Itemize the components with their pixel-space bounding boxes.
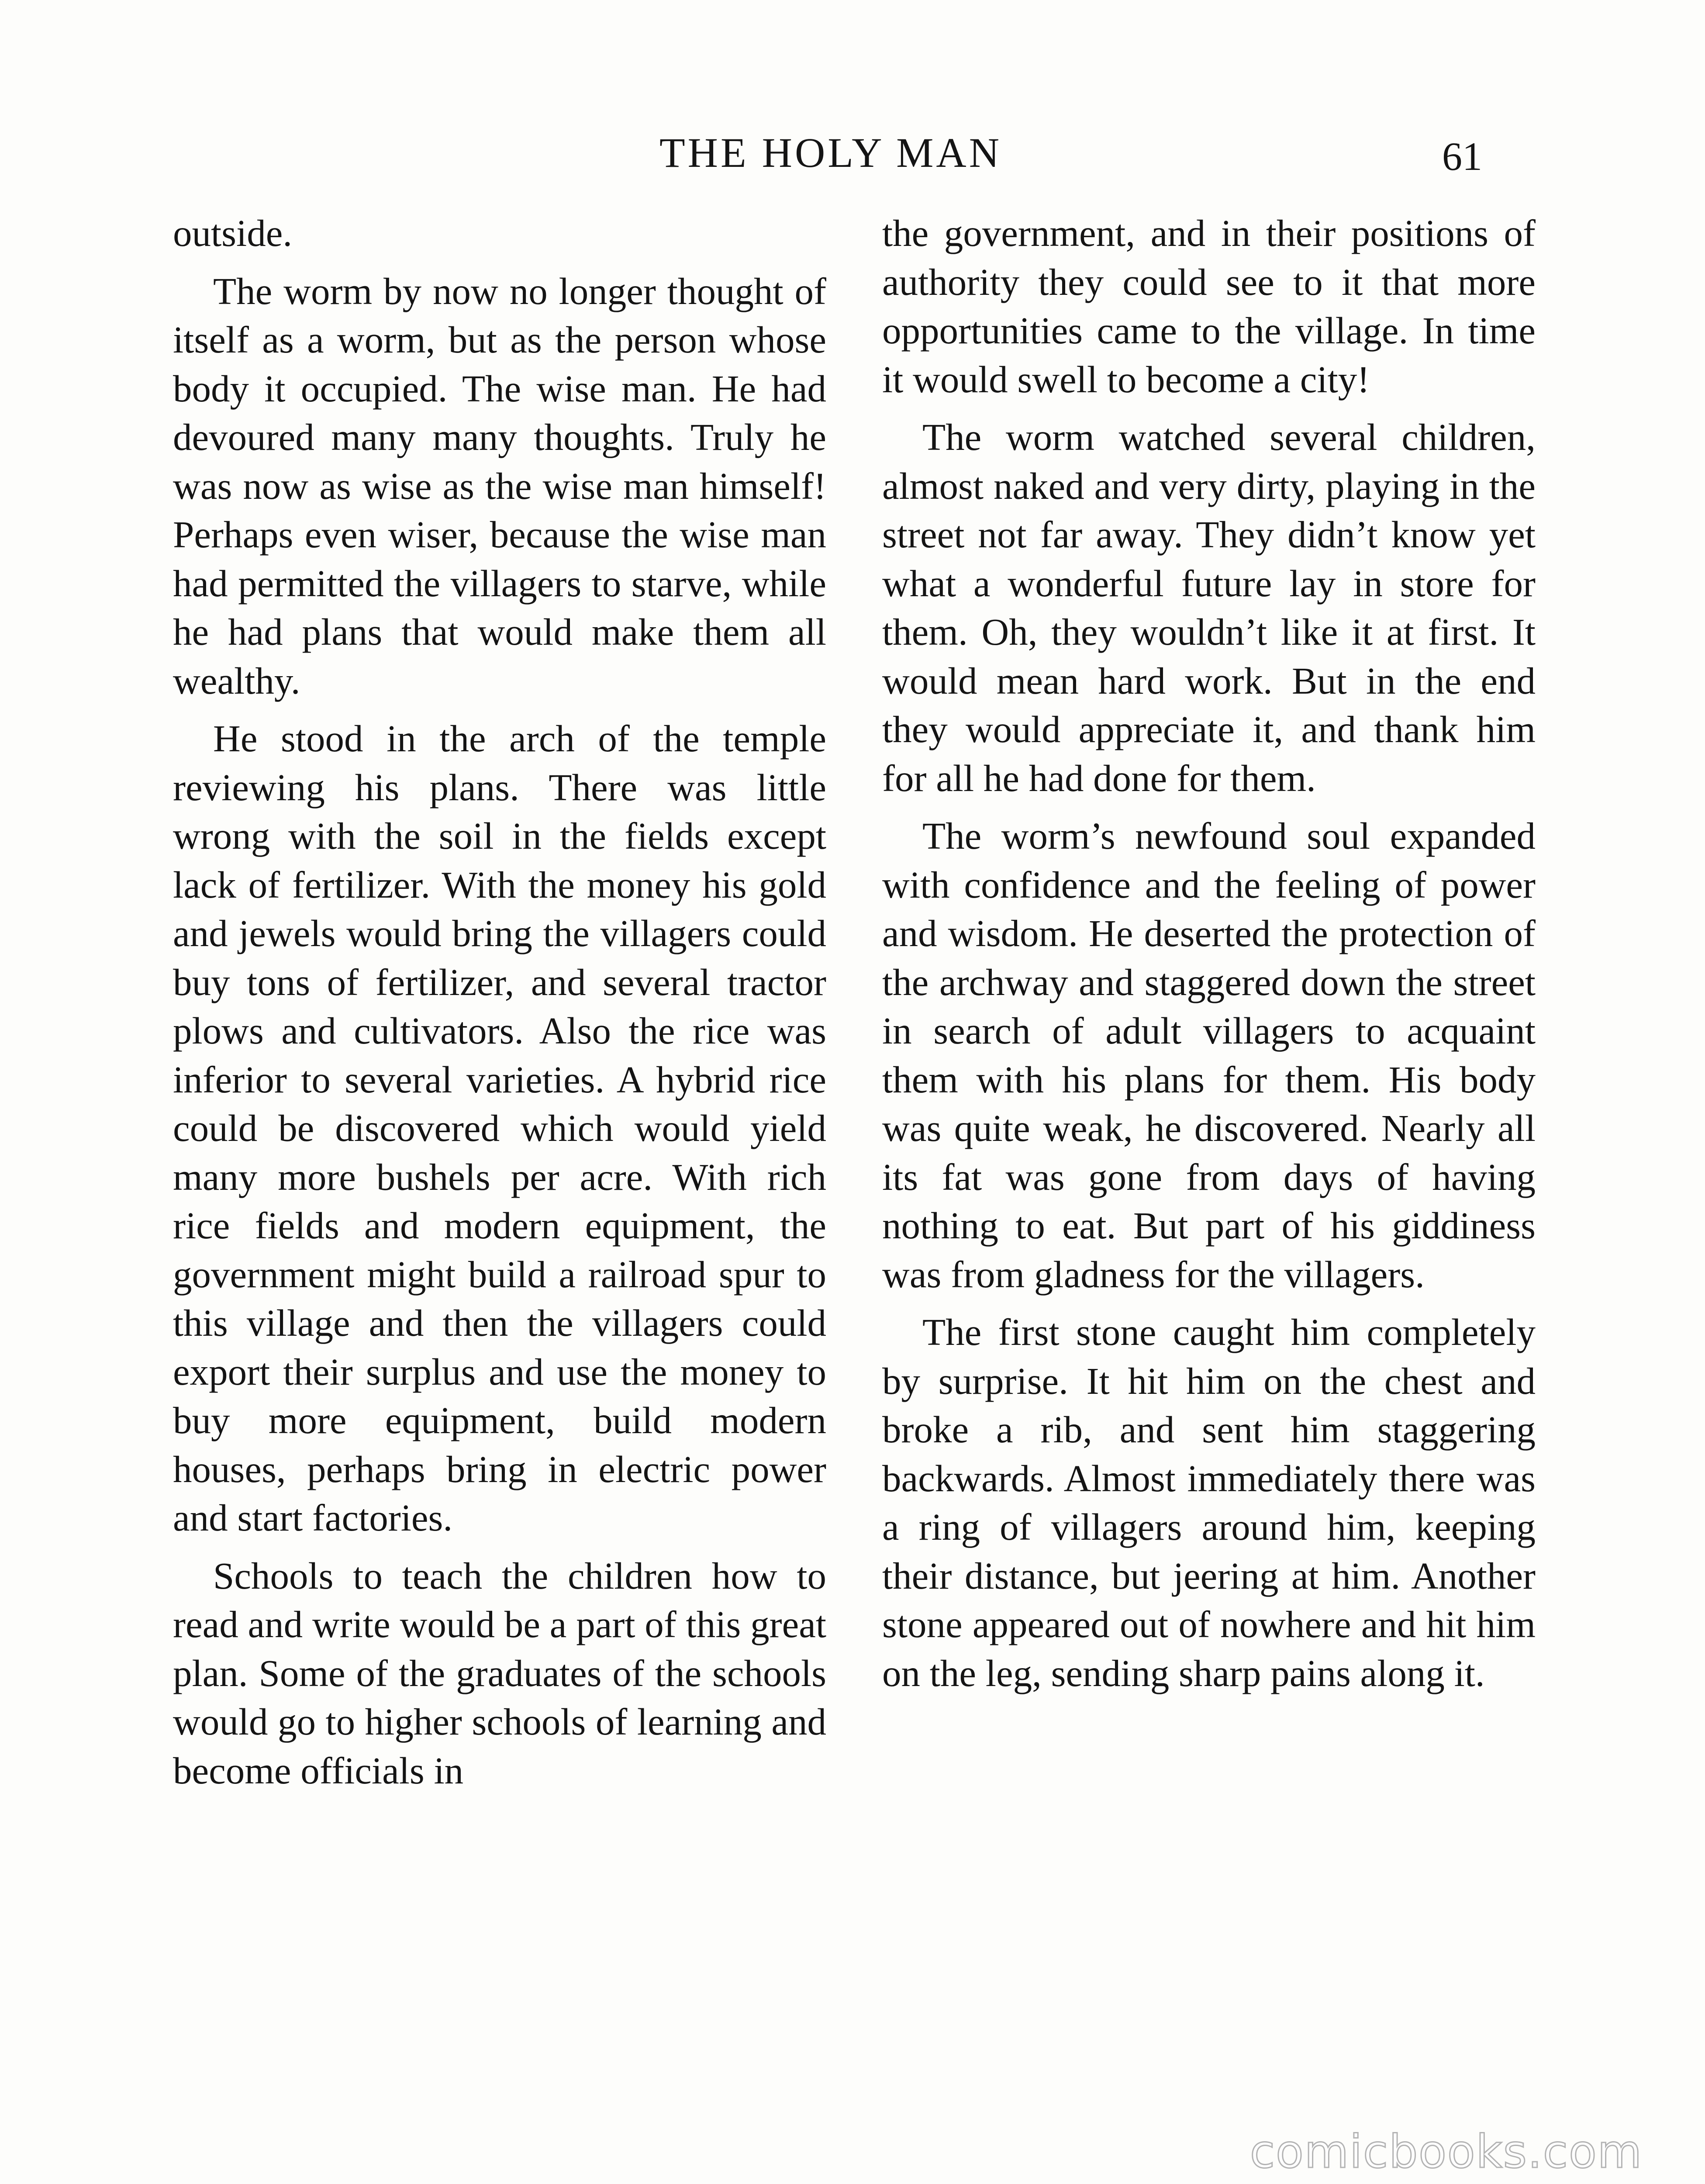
paragraph: The worm by now no longer thought of itself as a worm, but as the person whose body it occupied. The wise man. He had devoured many many thoughts. Truly he was now as wise as the wise man himself! Perhaps even wiser, because the wise man had permitted the villagers to starve, while he had plans that would make them all wealthy.	[173, 270, 826, 702]
text-column-right	[882, 209, 1536, 1697]
paragraph-continued: outside.	[173, 212, 293, 254]
paragraph: The worm watched several children, almost naked and very dirty, playing in the street not far away. They didn’t know yet what a wonderful future lay in store for them. Oh, they wouldn’t like it at first. It would mean hard work. But in the end they would appreciate it, and thank him for all he had done for them.	[882, 416, 1536, 799]
running-head	[0, 118, 1705, 179]
paragraph: He stood in the arch of the temple reviewing his plans. There was little wrong with the soil in the fields except lack of fertilizer. With the money his gold and jewels would bring the villagers could buy tons of fertilizer, and several tractor plows and cultivators. Also the rice was inferior to several varieties. A hybrid rice could be discovered which would yield many more bushels per acre. With rich rice fields and modern equipment, the government might build a railroad spur to this village and then the villagers could export their surplus and use the money to buy more equipment, build modern houses, perhaps bring in electric power and start factories.	[173, 717, 826, 1539]
text-column-left	[173, 209, 826, 1795]
page-number: 61	[1442, 134, 1482, 179]
paragraph: The first stone caught him completely by surprise. It hit him on the chest and broke a rib, and sent him staggering backwards. Almost immediately there was a ring of villagers around him, keeping their distance, but jeering at him. Another stone appeared out of nowhere and hit him on the leg, sending sharp pains along it.	[882, 1311, 1536, 1694]
paragraph: The worm’s newfound soul expanded with confidence and the feeling of power and wisdom. He deserted the protection of the archway and staggered down the street in search of adult villagers to acquaint them with his plans for them. His body was quite weak, he discovered. Nearly all its fat was gone from days of having nothing to eat. But part of his giddiness was from gladness for the villagers.	[882, 815, 1536, 1296]
watermark: comicbooks.com	[1250, 2125, 1643, 2178]
paragraph-continued: the government, and in their positions of authority they could see to it that more opportunities came to the village. In time it would swell to become a city!	[882, 212, 1536, 401]
paragraph: Schools to teach the children how to read and write would be a part of this great plan. Some of the graduates of the schools would go to higher schools of learning and become officials in	[173, 1554, 826, 1792]
page-title: THE HOLY MAN	[659, 129, 1002, 176]
